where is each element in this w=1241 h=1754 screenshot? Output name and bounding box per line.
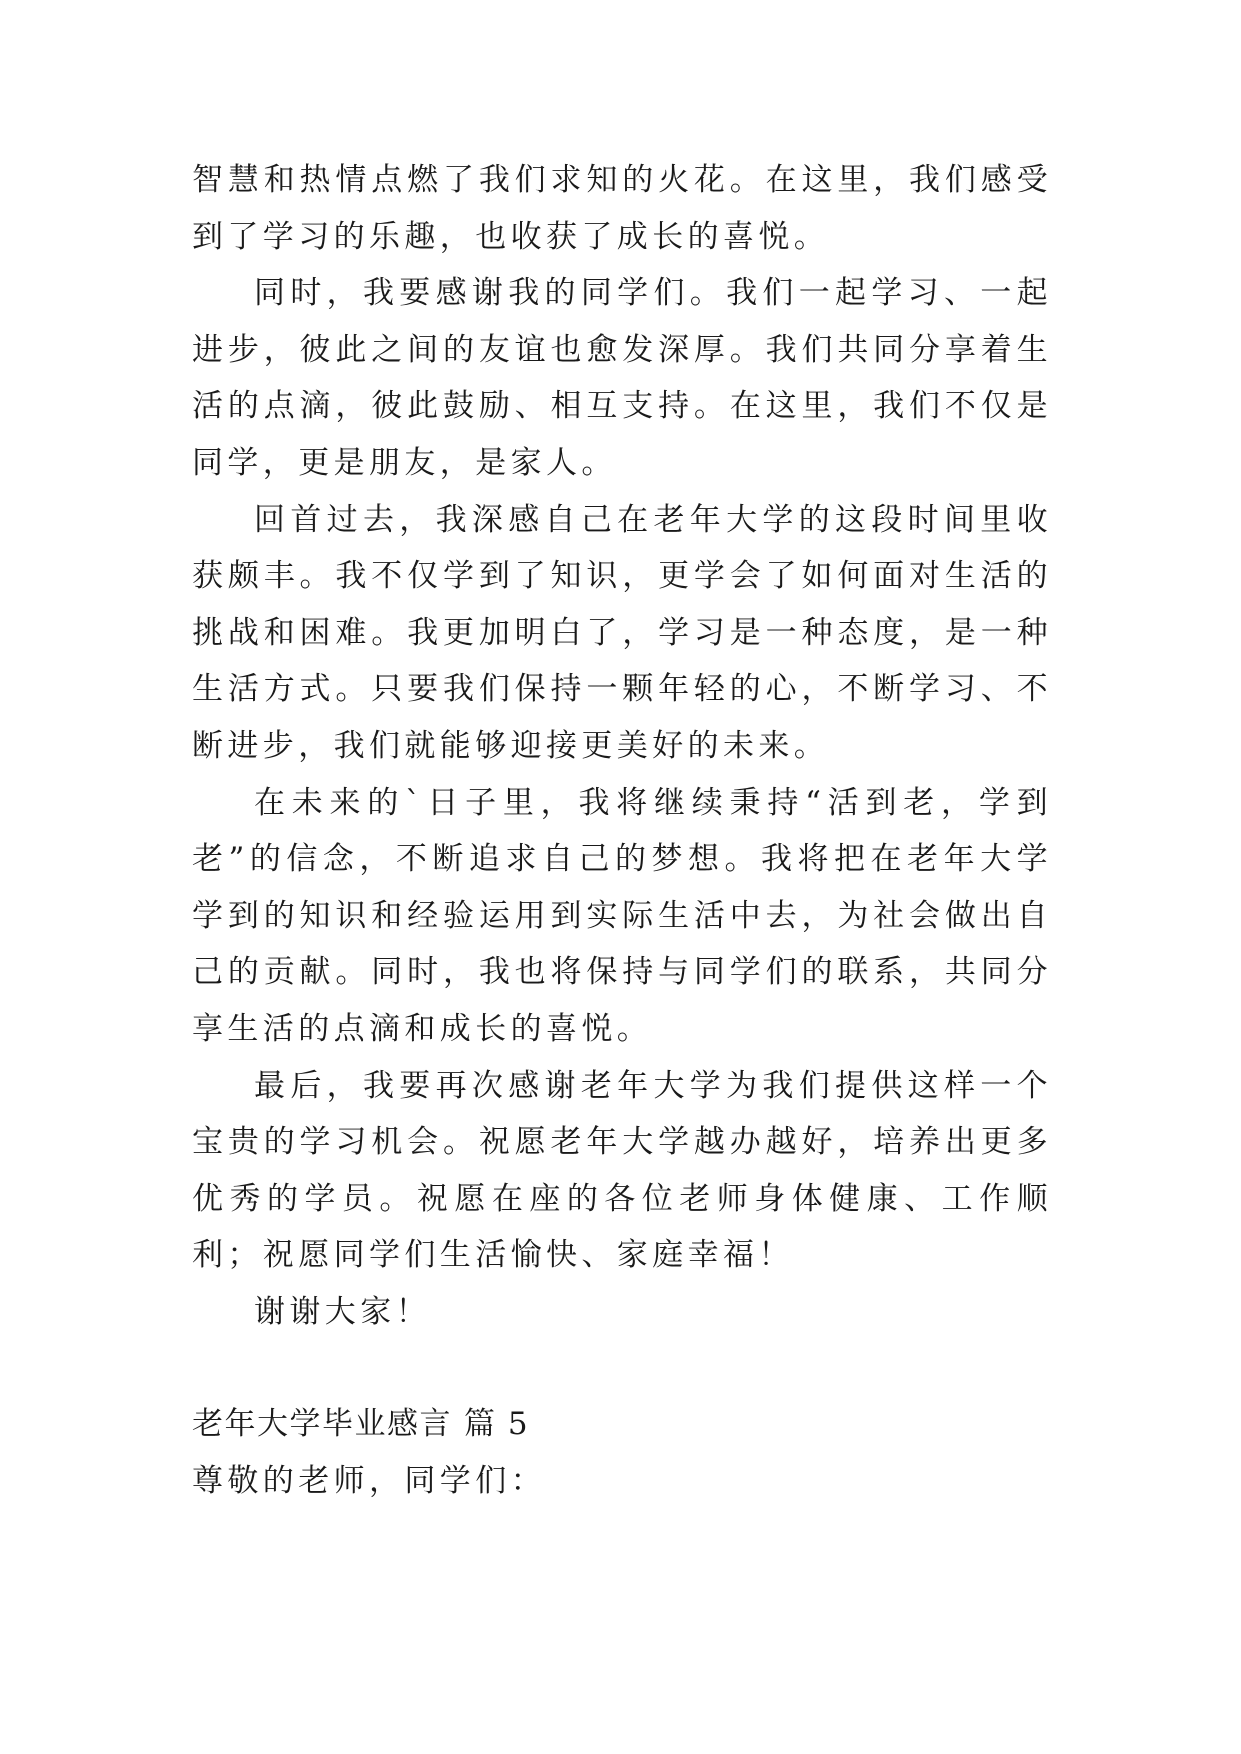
section-spacer [192,1340,1052,1396]
section-title: 老年大学毕业感言 [192,1406,452,1443]
salutation: 尊敬的老师，同学们： [192,1463,546,1500]
paragraph-thank-you: 谢谢大家！ [254,1293,431,1330]
document-body [192,152,1052,1510]
paragraph-closing-wishes: 最后，我要再次感谢老年大学为我们提供这样一个宝贵的学习机会。祝愿老年大学越办越好，培养出更多优秀的学员。祝愿在座的各位老师身体健康、工作顺利；祝愿同学们生活愉快、家庭幸福！ [192,1067,1052,1274]
paragraph-continuation: 智慧和热情点燃了我们求知的火花。在这里，我们感受到了学习的乐趣，也收获了成长的喜悦。 [192,162,1052,255]
paragraph-looking-back: 回首过去，我深感自己在老年大学的这段时间里收获颇丰。我不仅学到了知识，更学会了如何面对生活的挑战和困难。我更加明白了，学习是一种态度，是一种生活方式。只要我们保持一颗年轻的心，不断学习、不断进步，我们就能够迎接更美好的未来。 [192,501,1052,764]
paragraph-future: 在未来的`日子里，我将继续秉持“活到老，学到老”的信念，不断追求自己的梦想。我将把在老年大学学到的知识和经验运用到实际生活中去，为社会做出自己的贡献。同时，我也将保持与同学们的联系，共同分享生活的点滴和成长的喜悦。 [192,784,1052,1047]
section-heading [192,1396,1052,1453]
paragraph-thanks-classmates: 同时，我要感谢我的同学们。我们一起学习、一起进步，彼此之间的友谊也愈发深厚。我们共同分享着生活的点滴，彼此鼓励、相互支持。在这里，我们不仅是同学，更是朋友，是家人。 [192,275,1052,481]
section-number: 篇 5 [464,1406,530,1443]
